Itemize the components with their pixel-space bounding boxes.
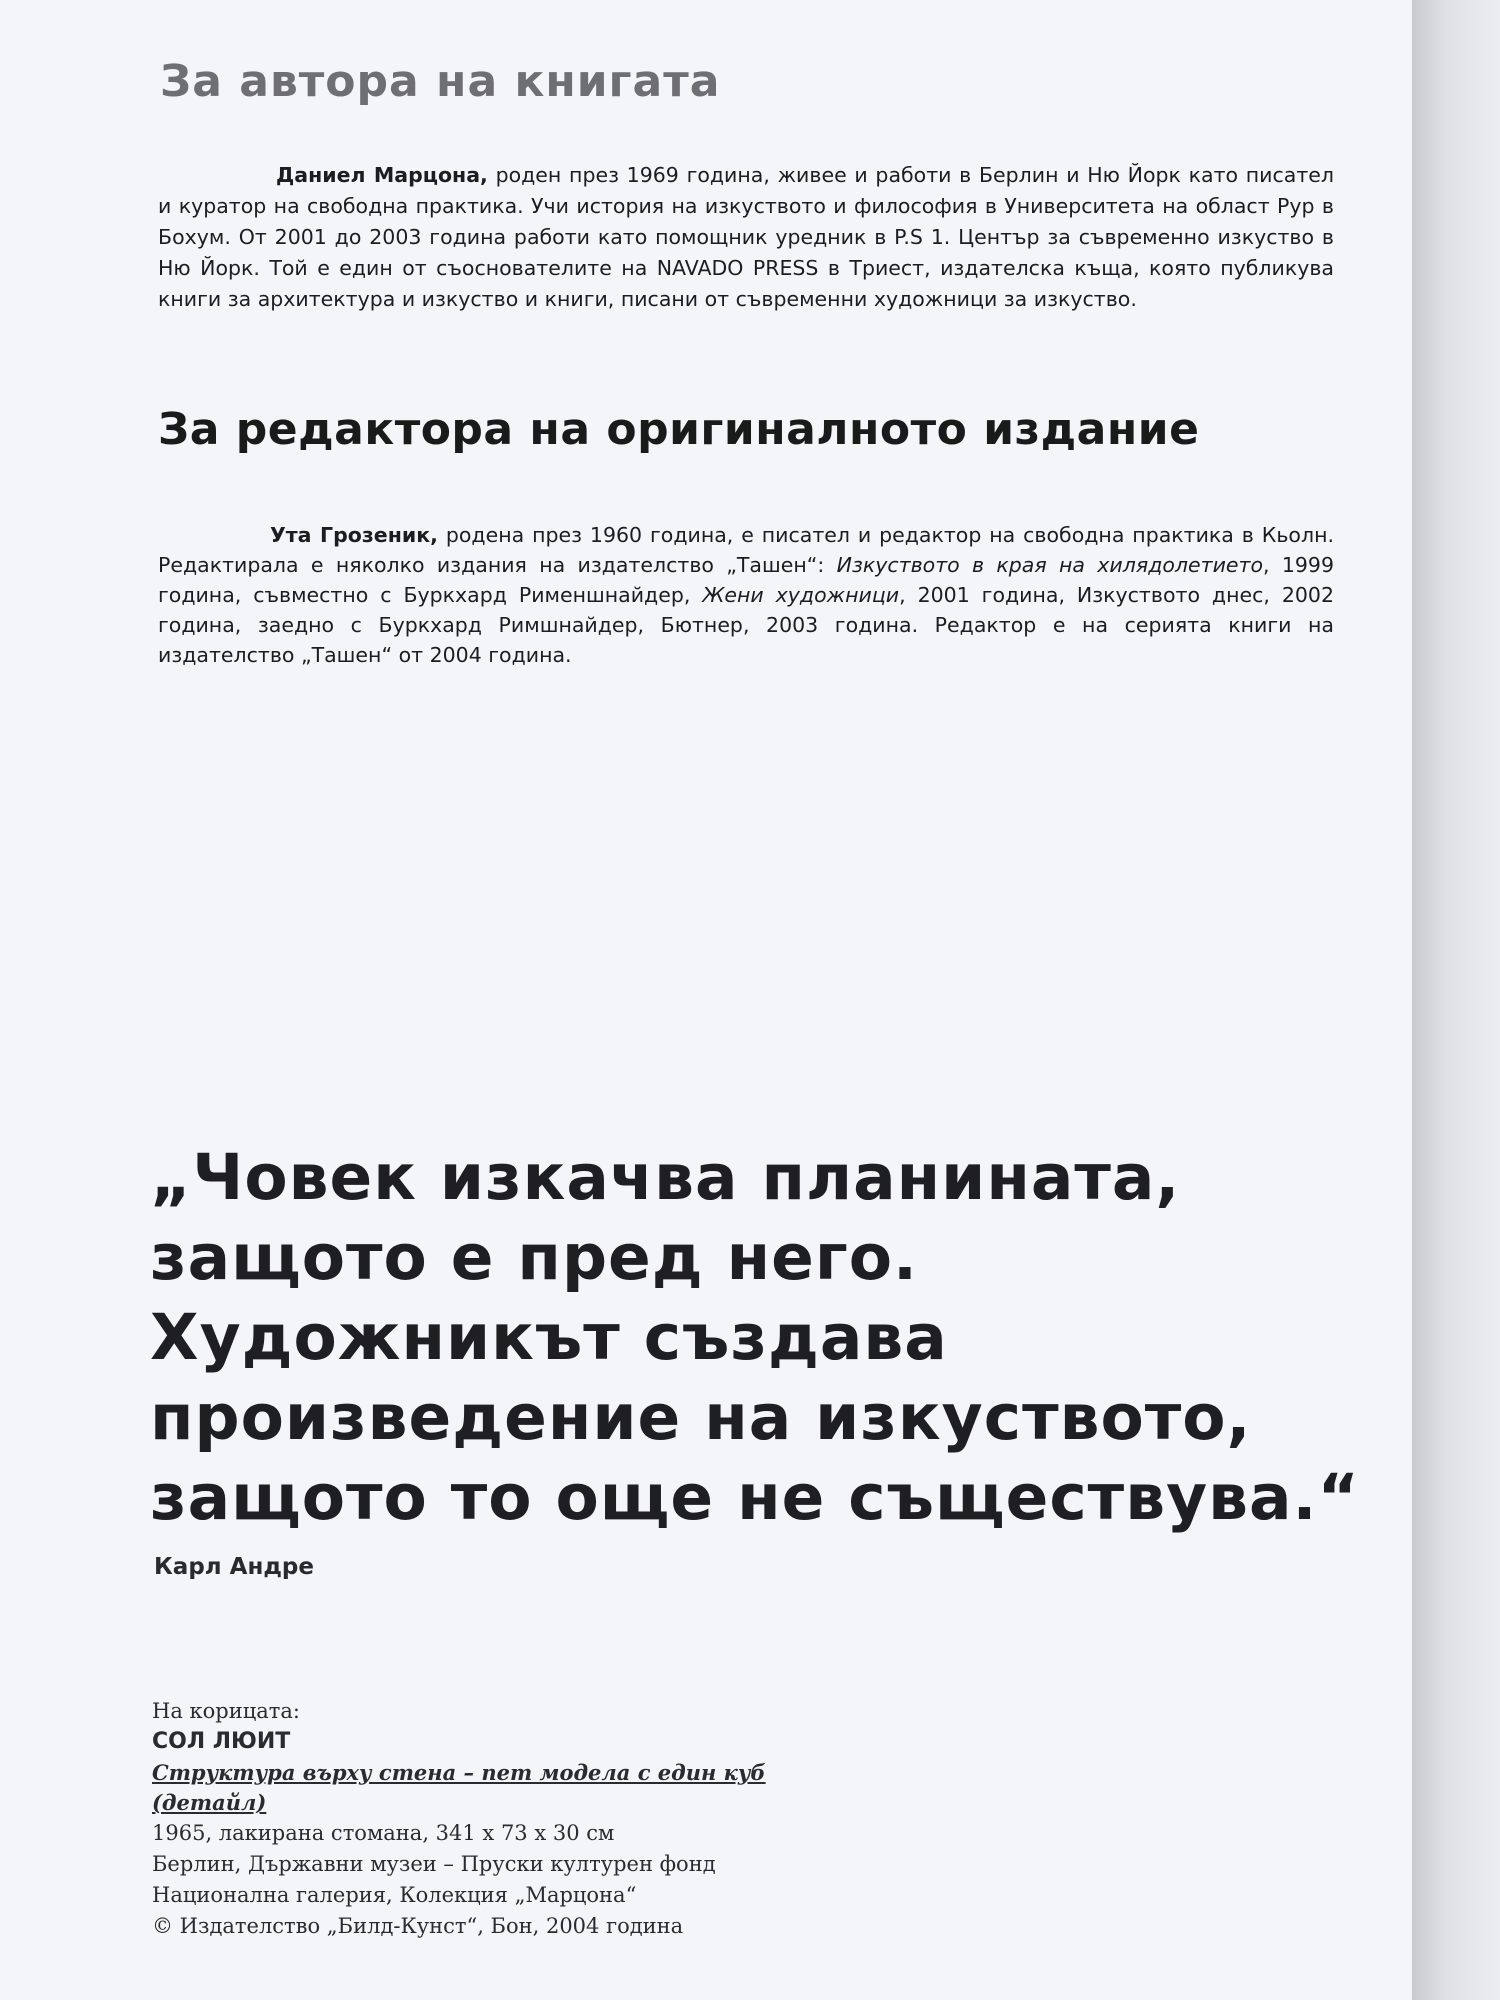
quote-line: произведение на изкуството, bbox=[150, 1381, 1252, 1454]
page-edge-shadow bbox=[1412, 0, 1500, 2000]
cover-detail-line: Национална галерия, Колекция „Марцона“ bbox=[152, 1883, 637, 1907]
author-bio: роден през 1969 година, живее и работи в Берлин и Ню Йорк като писател и куратор на свободна практика. Учи история на изкуството и философия в Университета на област Рур в Бохум. От 2001 до 2003 година работи като помощник уредник в P.S 1. Център за съвременно изкуство в Ню Йорк. Той е един от съоснователите на NAVADO PRESS в Триест, издателска къща, която публикува книги за архитектура и изкуство и книги, писани от съвременни художници за изкуство. bbox=[158, 163, 1334, 311]
editor-bio-part-2: , 1999 година, съвместно с Буркхард Рименшнайдер, bbox=[158, 553, 1335, 607]
cover-info bbox=[152, 1696, 1052, 1942]
editor-heading: За редактора на оригиналното издание bbox=[158, 404, 1200, 455]
cover-label: На корицата: bbox=[152, 1699, 300, 1723]
editor-bio-part-1: родена през 1960 година, е писател и редактор на свободна практика в Кьолн. Редактирала е няколко издания на издателство „Ташен“: bbox=[158, 523, 1334, 577]
editor-paragraph bbox=[158, 520, 1334, 670]
cover-detail-line: Берлин, Държавни музеи – Пруски културен фонд bbox=[152, 1852, 716, 1876]
quote-line: „Човек изкачва планината, bbox=[150, 1141, 1181, 1214]
cover-work-title: Структура върху стена – пет модела с един куб (детайл) bbox=[152, 1760, 766, 1815]
editor-bio-title-1: Изкуството в края на хилядолетието bbox=[836, 553, 1263, 577]
editor-name: Ута Грозеник, bbox=[270, 523, 438, 547]
author-paragraph bbox=[158, 160, 1334, 315]
author-heading: За автора на книгата bbox=[160, 56, 721, 107]
quote-author: Карл Андре bbox=[154, 1554, 314, 1580]
quote-block bbox=[150, 1138, 1410, 1538]
cover-detail-line: 1965, лакирана стомана, 341 x 73 x 30 см bbox=[152, 1821, 615, 1845]
quote-line: Художникът създава bbox=[150, 1301, 948, 1374]
quote-line: защото е пред него. bbox=[150, 1221, 918, 1294]
cover-detail-line: © Издателство „Билд-Кунст“, Бон, 2004 година bbox=[152, 1914, 684, 1938]
editor-bio-part-3: , 2001 година, Изкуството днес, 2002 година, заедно с Буркхард Римшнайдер, Бютнер, 2003 година. Редактор е на серията книги на издателство „Ташен“ от 2004 година. bbox=[158, 583, 1334, 667]
quote-line: защото то още не съществува.“ bbox=[150, 1461, 1360, 1534]
cover-artist: СОЛ ЛЮИТ bbox=[152, 1729, 291, 1754]
author-name: Даниел Марцона, bbox=[276, 163, 488, 187]
editor-bio-title-2: Жени художници bbox=[702, 583, 900, 607]
